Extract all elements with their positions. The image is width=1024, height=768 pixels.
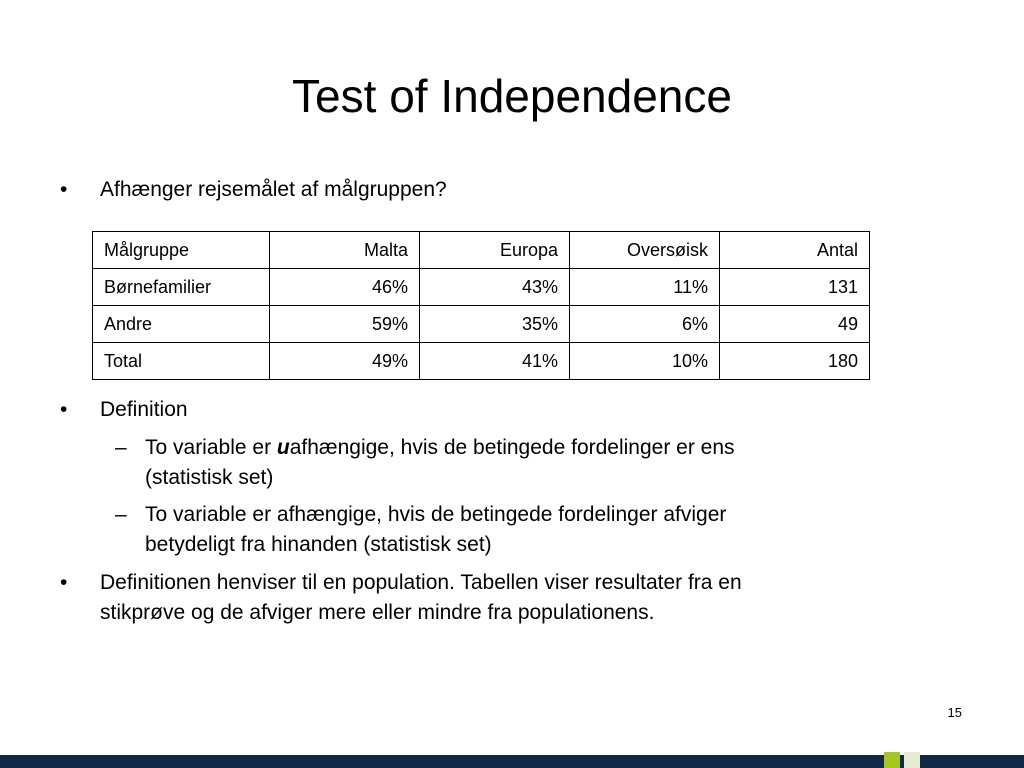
table-cell: Andre bbox=[93, 306, 270, 343]
bullet-mark: • bbox=[60, 571, 68, 594]
table-cell: 43% bbox=[420, 269, 570, 306]
sub-bullet-independent-text bbox=[145, 433, 905, 493]
dash-mark: – bbox=[115, 436, 127, 459]
table-row bbox=[93, 306, 870, 343]
header-cell: Europa bbox=[420, 232, 570, 269]
sub1-prefix: To variable er bbox=[145, 436, 277, 459]
table-header-row bbox=[93, 232, 870, 269]
header-cell: Oversøisk bbox=[570, 232, 720, 269]
dash-mark: – bbox=[115, 503, 127, 526]
slide-title: Test of Independence bbox=[292, 70, 732, 122]
sub-bullet-dependent-text bbox=[145, 500, 905, 560]
table-cell: 49 bbox=[720, 306, 870, 343]
bullet-mark: • bbox=[60, 178, 68, 201]
emphasis-u: u bbox=[276, 436, 290, 459]
sub2-line1: To variable er afhængige, hvis de betingede fordelinger afviger bbox=[145, 503, 727, 526]
table-cell: 180 bbox=[720, 343, 870, 380]
bullet-definition bbox=[60, 395, 920, 425]
header-cell: Antal bbox=[720, 232, 870, 269]
sub-bullet-dependent bbox=[115, 500, 915, 560]
table-row bbox=[93, 269, 870, 306]
table-cell: 41% bbox=[420, 343, 570, 380]
bullet-population bbox=[60, 568, 960, 628]
page-number: 15 bbox=[947, 705, 962, 720]
population-line1: Definitionen henviser til en population. Tabellen viser resultater fra en bbox=[100, 571, 742, 594]
table-cell: Total bbox=[93, 343, 270, 380]
sub1-suffix: afhængige, hvis de betingede fordelinger er ens bbox=[289, 436, 735, 459]
bullet-mark: • bbox=[60, 398, 68, 421]
table-cell: 35% bbox=[420, 306, 570, 343]
population-line2: stikprøve og de afviger mere eller mindre fra populationens. bbox=[100, 601, 655, 624]
accent-square-green bbox=[884, 752, 900, 768]
sub2-line2: betydeligt fra hinanden (statistisk set) bbox=[145, 533, 492, 556]
table-cell: 6% bbox=[570, 306, 720, 343]
footer-bar bbox=[0, 755, 1024, 768]
table-cell: 49% bbox=[270, 343, 420, 380]
sub-bullet-independent bbox=[115, 433, 915, 493]
table-cell: 59% bbox=[270, 306, 420, 343]
table-cell: 11% bbox=[570, 269, 720, 306]
table-cell: 131 bbox=[720, 269, 870, 306]
bullet-question bbox=[60, 175, 920, 205]
accent-square-light bbox=[904, 752, 920, 768]
sub1-line2: (statistisk set) bbox=[145, 466, 274, 489]
table-row bbox=[93, 343, 870, 380]
header-cell: Malta bbox=[270, 232, 420, 269]
distribution-table bbox=[92, 231, 870, 380]
bullet-definition-text: Definition bbox=[100, 398, 188, 421]
table-cell: Børnefamilier bbox=[93, 269, 270, 306]
header-cell: Målgruppe bbox=[93, 232, 270, 269]
bullet-population-text bbox=[100, 568, 940, 628]
table-cell: 46% bbox=[270, 269, 420, 306]
bullet-question-text: Afhænger rejsemålet af målgruppen? bbox=[100, 178, 447, 201]
table-cell: 10% bbox=[570, 343, 720, 380]
